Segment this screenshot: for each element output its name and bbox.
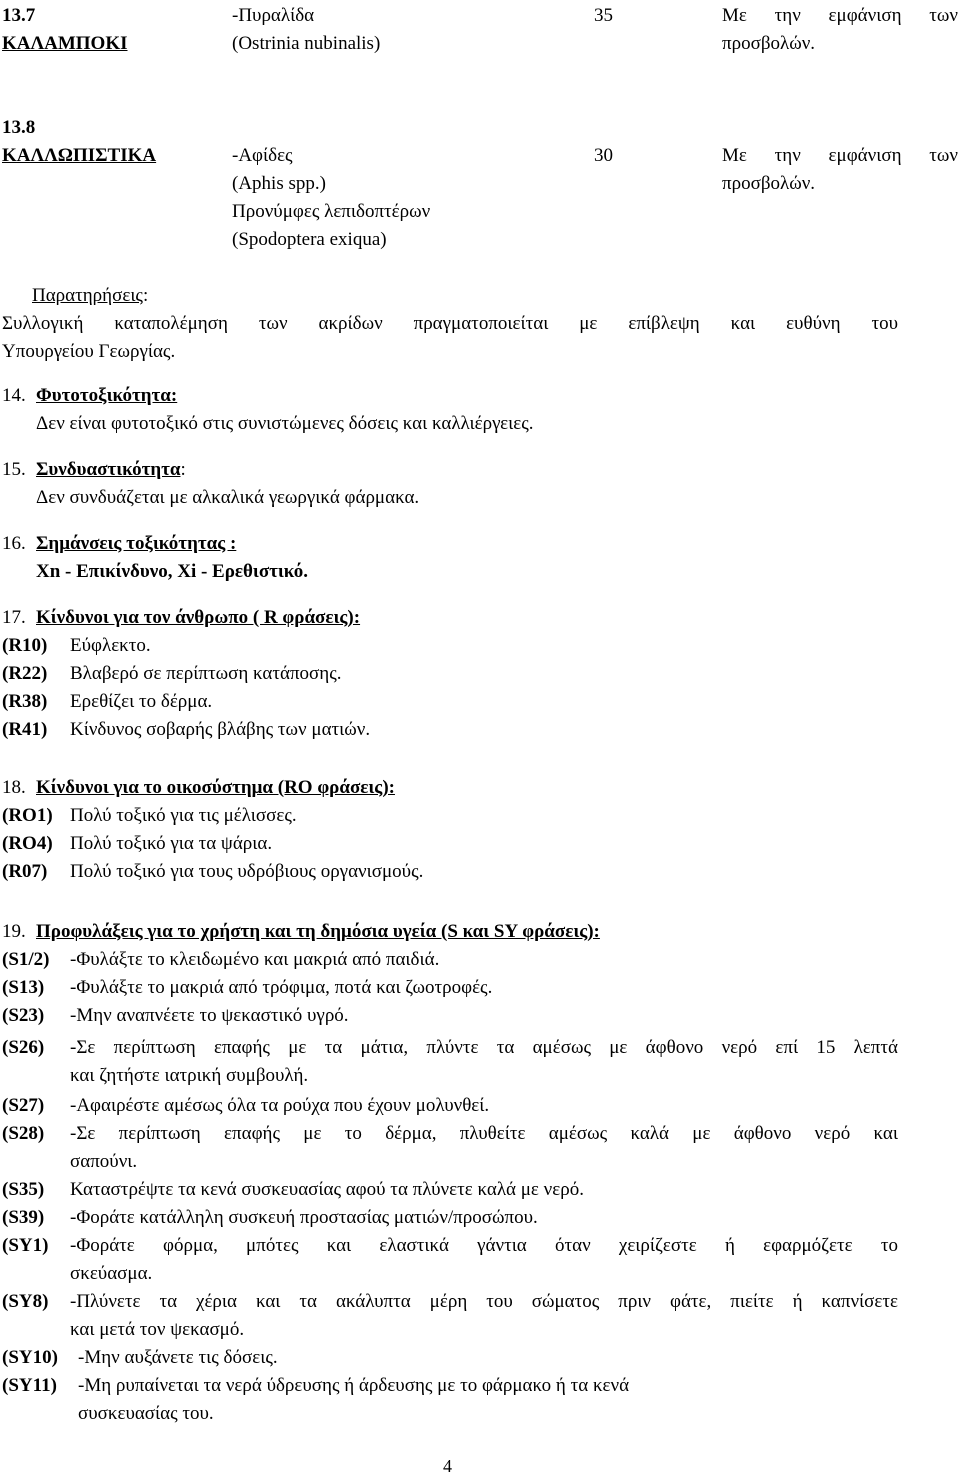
s-phrase-row	[2, 974, 492, 1002]
section-number: 18.	[2, 777, 26, 798]
section-19-heading	[2, 918, 600, 946]
section-title: Φυτοτοξικότητα:	[36, 385, 178, 406]
phrase-text: -Μην αναπνέετε το ψεκαστικό υγρό.	[70, 1005, 349, 1026]
phrase-text: Βλαβερό σε περίπτωση κατάποσης.	[70, 663, 342, 684]
phrase-text: Πολύ τοξικό για τους υδρόβιους οργανισμούς.	[70, 861, 424, 882]
ro-phrase-row	[2, 858, 423, 886]
phrase-text: -Μην αυξάνετε τις δόσεις.	[78, 1347, 278, 1368]
phrase-code: (R10)	[2, 635, 48, 656]
phrase-continuation: σαπούνι.	[70, 1151, 138, 1172]
phrase-code: (R38)	[2, 691, 48, 712]
s-phrase-row	[2, 1344, 278, 1372]
remarks-heading	[32, 282, 148, 310]
timing-text: Με την εμφάνιση των	[722, 5, 958, 26]
s-phrase-row	[2, 1120, 902, 1148]
section-16-text: Xn - Επικίνδυνο, Xi - Ερεθιστικό.	[36, 561, 309, 582]
section-title: Προφυλάξεις για το χρήστη και τη δημόσια υγεία (S και SY φράσεις):	[36, 921, 600, 942]
pest-line: (Spodoptera exiqua)	[232, 229, 387, 250]
remarks-text: Υπουργείου Γεωργίας.	[2, 341, 176, 362]
phrase-code: (S23)	[2, 1005, 45, 1026]
phrase-code: (S26)	[2, 1037, 45, 1058]
section-number: 19.	[2, 921, 26, 942]
phrase-code: (S28)	[2, 1123, 45, 1144]
phrase-code: (SY8)	[2, 1291, 49, 1312]
phrase-text: Εύφλεκτο.	[70, 635, 151, 656]
crop-name-kallopistika: ΚΑΛΛΩΠΙΣΤΙΚΑ	[2, 145, 157, 166]
section-number: 17.	[2, 607, 26, 628]
crop-number-13-8: 13.8	[2, 117, 36, 138]
phrase-text: -Σε περίπτωση επαφής με το δέρμα, πλυθείτε αμέσως καλά με άφθονο νερό και	[70, 1123, 898, 1144]
pest-line: Προνύμφες λεπιδοπτέρων	[232, 201, 431, 222]
r-phrase-row	[2, 660, 342, 688]
timing-text: προσβολών.	[722, 173, 816, 194]
phrase-code: (RO1)	[2, 805, 53, 826]
remarks-text: Συλλογική καταπολέμηση των ακρίδων πραγματοποιείται με επίβλεψη και ευθύνη του	[2, 313, 898, 334]
phrase-continuation: και μετά τον ψεκασμό.	[70, 1319, 245, 1340]
r-phrase-row	[2, 688, 212, 716]
s-phrase-row	[2, 1002, 349, 1030]
pest-line: -Πυραλίδα	[232, 5, 315, 26]
phrase-code: (SY10)	[2, 1347, 58, 1368]
phrase-text: Πολύ τοξικό για τα ψάρια.	[70, 833, 273, 854]
page-number: 4	[443, 1456, 452, 1476]
phrase-code: (S1/2)	[2, 949, 50, 970]
section-14-heading	[2, 382, 177, 410]
phrase-text: -Αφαιρέστε αμέσως όλα τα ρούχα που έχουν μολυνθεί.	[70, 1095, 490, 1116]
phrase-code: (R07)	[2, 861, 48, 882]
timing-text: προσβολών.	[722, 33, 816, 54]
section-15-heading	[2, 456, 186, 484]
section-18-heading	[2, 774, 395, 802]
remarks-title: Παρατηρήσεις	[32, 285, 143, 306]
pest-line: -Αφίδες	[232, 145, 293, 166]
phrase-text: Πολύ τοξικό για τις μέλισσες.	[70, 805, 297, 826]
section-colon: :	[180, 459, 186, 480]
phrase-code: (SY11)	[2, 1375, 57, 1396]
section-number: 14.	[2, 385, 26, 406]
phrase-code: (RO4)	[2, 833, 53, 854]
phrase-continuation: σκεύασμα.	[70, 1263, 153, 1284]
phrase-code: (R22)	[2, 663, 48, 684]
phrase-code: (S13)	[2, 977, 45, 998]
phrase-text: -Πλύνετε τα χέρια και τα ακάλυπτα μέρη του σώματος πριν φάτε, πιείτε ή καπνίσετε	[70, 1291, 898, 1312]
s-phrase-row	[2, 946, 439, 974]
section-title: Κίνδυνοι για τον άνθρωπο ( R φράσεις):	[36, 607, 361, 628]
section-number: 15.	[2, 459, 26, 480]
phrase-code: (S35)	[2, 1179, 45, 1200]
phrase-code: (S27)	[2, 1095, 45, 1116]
phrase-code: (R41)	[2, 719, 48, 740]
phrase-text: -Φυλάξτε το κλειδωμένο και μακριά από παιδιά.	[70, 949, 440, 970]
timing-text: Με την εμφάνιση των	[722, 145, 958, 166]
section-16-heading	[2, 530, 236, 558]
section-title: Συνδυαστικότητα	[36, 459, 181, 480]
days-value: 30	[594, 145, 613, 166]
section-number: 16.	[2, 533, 26, 554]
remarks-colon: :	[142, 285, 149, 306]
phrase-text: Καταστρέψτε τα κενά συσκευασίας αφού τα πλύνετε καλά με νερό.	[70, 1179, 584, 1200]
section-15-text: Δεν συνδυάζεται με αλκαλικά γεωργικά φάρμακα.	[36, 487, 420, 508]
section-14-text: Δεν είναι φυτοτοξικό στις συνιστώμενες δόσεις και καλλιέργειες.	[36, 413, 534, 434]
pest-line: (Ostrinia nubinalis)	[232, 33, 381, 54]
s-phrase-row	[2, 1092, 489, 1120]
section-title: Κίνδυνοι για το οικοσύστημα (RO φράσεις):	[36, 777, 395, 798]
pest-line: (Aphis spp.)	[232, 173, 326, 194]
phrase-continuation: συσκευασίας του.	[78, 1403, 214, 1424]
phrase-code: (SY1)	[2, 1235, 49, 1256]
phrase-text: -Φοράτε φόρμα, μπότες και ελαστικά γάντια όταν χειρίζεστε ή εφαρμόζετε το	[70, 1235, 898, 1256]
phrase-text: -Μη ρυπαίνεται τα νερά ύδρευσης ή άρδευσης με το φάρμακο ή τα κενά	[78, 1375, 630, 1396]
s-phrase-row	[2, 1176, 584, 1204]
r-phrase-row	[2, 632, 151, 660]
section-17-heading	[2, 604, 360, 632]
r-phrase-row	[2, 716, 370, 744]
phrase-text: Ερεθίζει το δέρμα.	[70, 691, 213, 712]
phrase-text: -Σε περίπτωση επαφής με τα μάτια, πλύντε τα αμέσως με άφθονο νερό επί 15 λεπτά	[70, 1037, 898, 1058]
phrase-text: Κίνδυνος σοβαρής βλάβης των ματιών.	[70, 719, 371, 740]
s-phrase-row	[2, 1204, 538, 1232]
phrase-text: -Φοράτε κατάλληλη συσκευή προστασίας ματιών/προσώπου.	[70, 1207, 538, 1228]
s-phrase-row	[2, 1288, 902, 1316]
s-phrase-row	[2, 1232, 902, 1260]
phrase-code: (S39)	[2, 1207, 45, 1228]
crop-name-kalampoki: ΚΑΛΑΜΠΟΚΙ	[2, 33, 128, 54]
s-phrase-row	[2, 1372, 629, 1400]
phrase-continuation: και ζητήστε ιατρική συμβουλή.	[70, 1065, 309, 1086]
section-title: Σημάνσεις τοξικότητας :	[36, 533, 237, 554]
phrase-text: -Φυλάξτε το μακριά από τρόφιμα, ποτά και ζωοτροφές.	[70, 977, 493, 998]
days-value: 35	[594, 5, 613, 26]
s-phrase-row	[2, 1034, 902, 1062]
ro-phrase-row	[2, 830, 272, 858]
ro-phrase-row	[2, 802, 297, 830]
crop-number-13-7: 13.7	[2, 5, 36, 26]
